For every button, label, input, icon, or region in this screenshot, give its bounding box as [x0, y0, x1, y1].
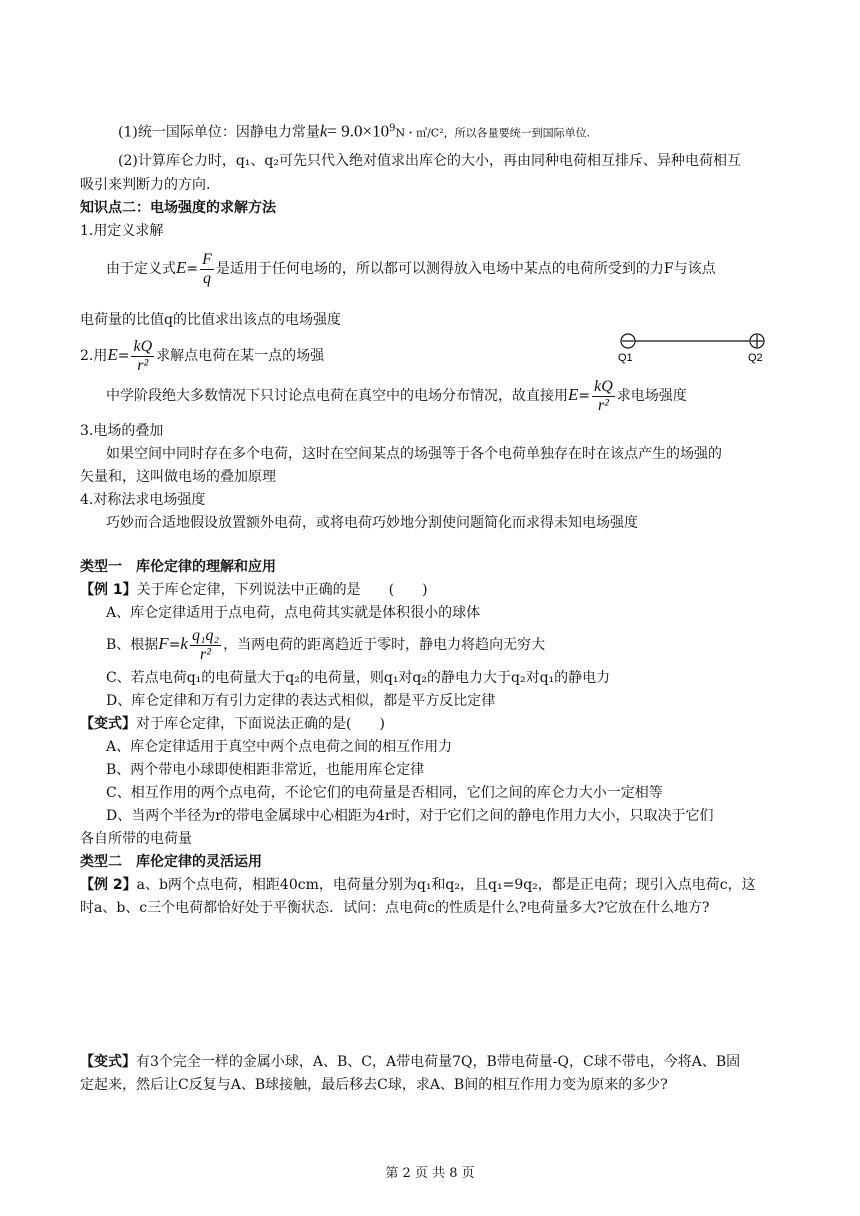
method-1-text-cont: 电荷量的比值q的比值求出该点的电场强度 — [80, 312, 341, 328]
variant-1-option-d-line1: D、当两个半径为r的带电金属球中心相距为4r时，对于它们之间的静电作用力大小，只取决于它们 — [106, 808, 714, 824]
unit-note-1 — [118, 118, 590, 145]
example-1-option-b — [106, 624, 545, 665]
example-2-line1 — [80, 874, 756, 896]
example-2-line2: 时a、b、c三个电荷都恰好处于平衡状态．试问：点电荷c的性质是什么?电荷量多大?它放在什么地方? — [80, 900, 710, 916]
text: 2.用 — [80, 348, 108, 364]
text: ，当两电荷的距离趋近于零时，静电力将趋向无穷大 — [223, 637, 546, 653]
text: 由于定义式 — [106, 261, 176, 277]
math-E: E — [107, 345, 118, 364]
example-1-option-d: D、库仑定律和万有引力定律的表达式相似，都是平方反比定律 — [106, 693, 496, 709]
method-1-text — [106, 248, 716, 289]
text: B、根据 — [106, 637, 159, 653]
page-footer: 第 2 页 共 8 页 — [385, 1166, 475, 1181]
text: 是适用于任何电场的，所以都可以测得放入电场中某点的电荷所受到的力F与该点 — [215, 261, 716, 277]
text: 中学阶段绝大多数情况下只讨论点电荷在真空中的电场分布情况，故直接用 — [106, 388, 568, 404]
example-1-option-a: A、库仑定律适用于点电荷，点电荷其实就是体积很小的球体 — [106, 605, 481, 621]
denominator: q — [203, 269, 212, 287]
fraction-kQ-over-r2 — [131, 338, 154, 375]
numerator: q₁q₂ — [191, 626, 220, 644]
math-k: k — [319, 121, 328, 141]
q1-label: Q1 — [618, 352, 633, 364]
math-constant: = 9.0×10 — [327, 121, 390, 141]
method-2-text — [106, 375, 687, 416]
text: 对于库仑定律，下面说法正确的是( ) — [136, 716, 385, 732]
denominator: r² — [137, 356, 149, 374]
example-1-question — [80, 579, 428, 601]
variant-1-option-c: C、相互作用的两个点电荷，不论它们的电荷量是否相同，它们之间的库仑力大小一定相等 — [106, 785, 663, 801]
math-eq: = — [186, 261, 199, 277]
fraction-F-over-q — [200, 251, 214, 288]
numerator: F — [202, 250, 212, 268]
text: a、b两个点电荷，相距40cm，电荷量分别为q₁和q₂，且q₁=9q₂，都是正电荷；现引入点电荷c，这 — [136, 877, 756, 893]
example-1-option-c: C、若点电荷q₁的电荷量大于q₂的电荷量，则q₁对q₂的静电力大于q₂对q₁的静电力 — [106, 670, 611, 686]
method-3-title: 3.电场的叠加 — [80, 423, 164, 439]
method-1-title: 1.用定义求解 — [80, 223, 164, 239]
text: 求解点电荷在某一点的场强 — [156, 348, 325, 364]
denominator: r² — [597, 396, 609, 414]
unit-note-text: (1)统一国际单位：因静电力常量 — [118, 124, 320, 141]
denominator: r² — [200, 645, 212, 663]
math-E: E — [176, 258, 187, 277]
method-4-text: 巧妙而合适地假设放置额外电荷，或将电荷巧妙地分割使问题简化而求得未知电场强度 — [106, 515, 638, 531]
q2-label: Q2 — [748, 352, 763, 364]
math-eq: = — [117, 348, 130, 364]
method-3-text-line2: 矢量和，这叫做电场的叠加原理 — [80, 469, 276, 485]
unit-text: N・㎡/C²，所以各量要统一到国际单位. — [395, 126, 591, 140]
coulomb-note-2-line2: 吸引来判断力的方向. — [80, 177, 211, 193]
variant-tag: 【变式】 — [80, 716, 136, 732]
variant-1-option-d-line2: 各自所带的电荷量 — [80, 831, 192, 847]
fraction-kQ-over-r2 — [592, 378, 615, 415]
numerator: kQ — [594, 377, 613, 395]
charge-diagram — [610, 330, 780, 370]
variant-1-question — [80, 713, 385, 735]
math-eq: = — [578, 388, 591, 404]
numerator: kQ — [133, 337, 153, 355]
type-1-heading: 类型一 库伦定律的理解和应用 — [80, 559, 276, 575]
variant-2-line2: 定起来，然后让C反复与A、B球接触，最后移去C球，求A、B间的相互作用力变为原来的多少? — [80, 1077, 668, 1093]
method-3-text-line1: 如果空间中同时存在多个电荷，这时在空间某点的场强等于各个电荷单独存在时在该点产生的场强的 — [106, 446, 722, 462]
example-tag: 【例 2】 — [80, 877, 137, 893]
math-E: E — [568, 385, 579, 404]
text: 求电场强度 — [616, 388, 687, 404]
coulomb-note-2-line1: (2)计算库仑力时，q₁、q₂可先只代入绝对值求出库仑的大小，再由同种电荷相互排斥、异种电荷相互 — [118, 153, 741, 169]
type-2-heading: 类型二 库伦定律的灵活运用 — [80, 854, 262, 870]
text: 有3个完全一样的金属小球，A、B、C，A带电荷量7Q，B带电荷量-Q，C球不带电，今将A、B固 — [136, 1054, 741, 1070]
variant-1-option-a: A、库仑定律适用于真空中两个点电荷之间的相互作用力 — [106, 739, 453, 755]
text: 关于库仑定律，下列说法中正确的是 ( ) — [136, 582, 428, 598]
example-tag: 【例 1】 — [80, 582, 137, 598]
math-F: F — [158, 634, 169, 653]
variant-1-option-b: B、两个带电小球即使相距非常近，也能用库仑定律 — [106, 762, 425, 778]
variant-2-line1 — [80, 1051, 740, 1073]
math-eq: = — [168, 637, 181, 653]
variant-tag: 【变式】 — [80, 1054, 136, 1070]
section-heading-field-strength: 知识点二：电场强度的求解方法 — [80, 200, 276, 216]
fraction-q1q2-over-r2 — [190, 627, 221, 664]
method-2-title — [80, 335, 324, 376]
method-4-title: 4.对称法求电场强度 — [80, 492, 206, 508]
math-k: k — [180, 634, 188, 653]
math-exponent: 9 — [389, 123, 396, 134]
